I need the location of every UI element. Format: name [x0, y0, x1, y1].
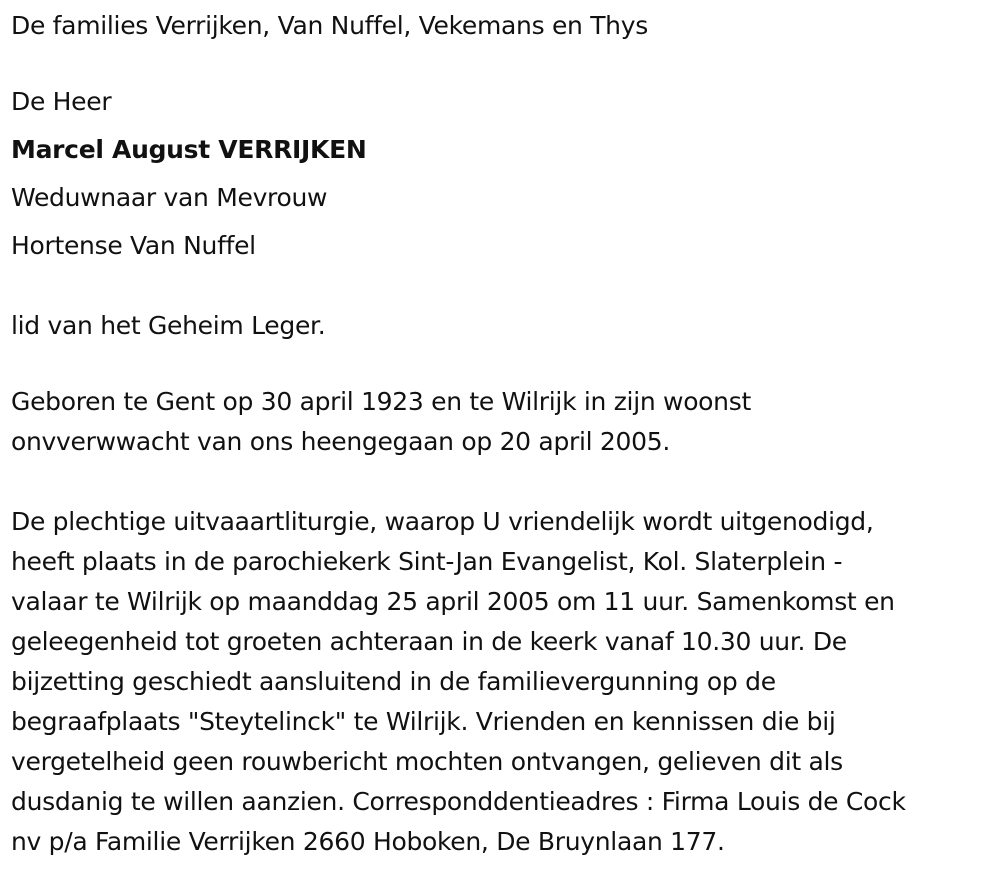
spacer — [11, 46, 996, 78]
funeral-line: nv p/a Familie Verrijken 2660 Hoboken, De Bruynlaan 177. — [11, 827, 725, 856]
birth-death-line: Geboren te Gent op 30 april 1923 en te Wilrijk in zijn woonst — [11, 387, 751, 416]
funeral-line: heeft plaats in de parochiekerk Sint-Jan Evangelist, Kol. Slaterplein - — [11, 547, 843, 576]
funeral-line: geleegenheid tot groeten achteraan in de keerk vanaf 10.30 uur. De — [11, 627, 847, 656]
funeral-line: dusdanig te willen aanzien. Corresponddentieadres : Firma Louis de Cock — [11, 787, 906, 816]
funeral-line: De plechtige uitvaaartliturgie, waarop U vriendelijk wordt uitgenodigd, — [11, 507, 874, 536]
spacer — [11, 462, 996, 502]
widower-line-1: Weduwnaar van Mevrouw — [11, 183, 328, 212]
obituary-document — [11, 6, 996, 862]
funeral-line: vergetelheid geen rouwbericht mochten ontvangen, gelieven dit als — [11, 747, 843, 776]
spacer — [11, 350, 996, 382]
salutation: De Heer — [11, 87, 112, 116]
funeral-line: valaar te Wilrijk op maanddag 25 april 2005 om 11 uur. Samenkomst en — [11, 587, 895, 616]
birth-death-line: onvverwwacht van ons heengegaan op 20 april 2005. — [11, 427, 671, 456]
funeral-line: bijzetting geschiedt aansluitend in de familievergunning op de — [11, 667, 776, 696]
deceased-name: Marcel August VERRIJKEN — [11, 135, 367, 164]
membership-line: lid van het Geheim Leger. — [11, 311, 326, 340]
widower-line-2: Hortense Van Nuffel — [11, 231, 256, 260]
funeral-line: begraafplaats "Steytelinck" te Wilrijk. Vrienden en kennissen die bij — [11, 707, 836, 736]
families-line: De families Verrijken, Van Nuffel, Vekemans en Thys — [11, 11, 648, 40]
spacer — [11, 270, 996, 302]
